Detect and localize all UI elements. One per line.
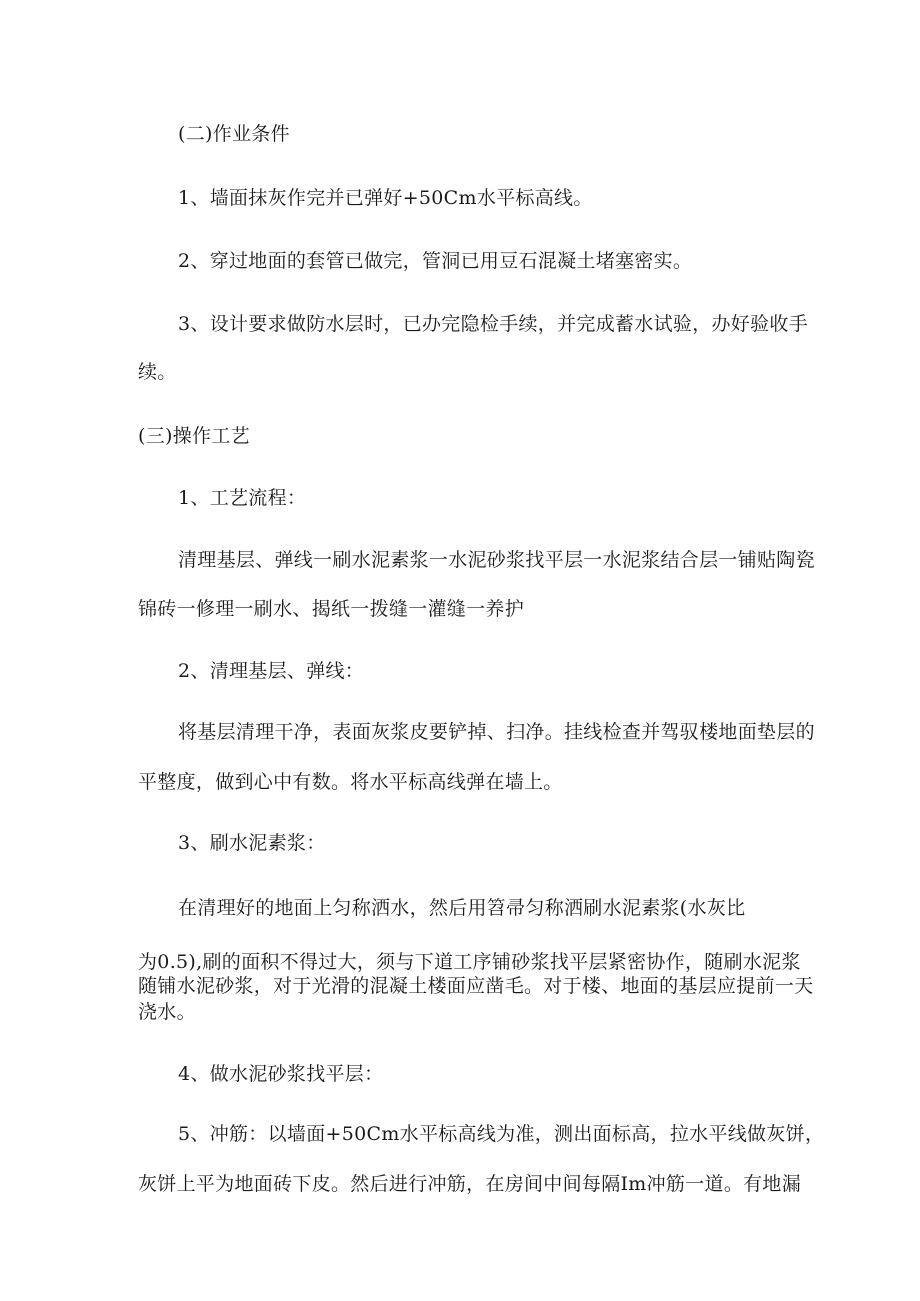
step-5-text-line-1: 5、冲筋：以墙面+50Cm水平标高线为准，测出面标高，拉水平线做灰饼， [178, 1123, 825, 1145]
step-5-text-line-2: 灰饼上平为地面砖下皮。然后进行冲筋，在房间中间每隔Im冲筋一道。有地漏 [138, 1173, 802, 1195]
section-heading-work-conditions: (二)作业条件 [178, 123, 290, 145]
condition-item-3-line-2: 续。 [138, 361, 177, 383]
step-2-title: 2、清理基层、弹线： [178, 660, 365, 682]
step-2-text-line-2: 平整度，做到心中有数。将水平标高线弹在墙上。 [138, 771, 563, 793]
condition-item-3-line-1: 3、设计要求做防水层时，已办完隐检手续，并完成蓄水试验，办好验收手 [178, 313, 808, 335]
step-3-text-line-4: 浇水。 [138, 1001, 196, 1023]
step-3-title: 3、刷水泥素浆： [178, 832, 326, 854]
section-heading-operation-process: (三)操作工艺 [138, 425, 250, 447]
condition-item-1: 1、墙面抹灰作完并已弹好+50Cm水平标高线。 [178, 187, 593, 209]
step-1-title: 1、工艺流程： [178, 487, 307, 509]
process-flow-line-1: 清理基层、弹线一刷水泥素浆一水泥砂浆找平层一水泥浆结合层一铺贴陶瓷 [178, 549, 815, 571]
step-3-text-line-3: 随铺水泥砂浆，对于光滑的混凝土楼面应凿毛。对于楼、地面的基层应提前一天 [138, 975, 814, 997]
step-2-text-line-1: 将基层清理干净，表面灰浆皮要铲掉、扫净。挂线检查并驾驭楼地面垫层的 [178, 721, 815, 743]
condition-item-2: 2、穿过地面的套管已做完，管洞已用豆石混凝土堵塞密实。 [178, 250, 693, 272]
process-flow-line-2: 锦砖一修理一刷水、揭纸一拨缝一灌缝一养护 [138, 598, 525, 620]
step-4-title: 4、做水泥砂浆找平层： [178, 1063, 384, 1085]
step-3-text-line-1: 在清理好的地面上匀称洒水，然后用笤帚匀称洒刷水泥素浆(水灰比 [178, 897, 746, 919]
step-3-text-line-2: 为0.5),刷的面积不得过大，须与下道工序铺砂浆找平层紧密协作，随刷水泥浆 [138, 951, 801, 973]
